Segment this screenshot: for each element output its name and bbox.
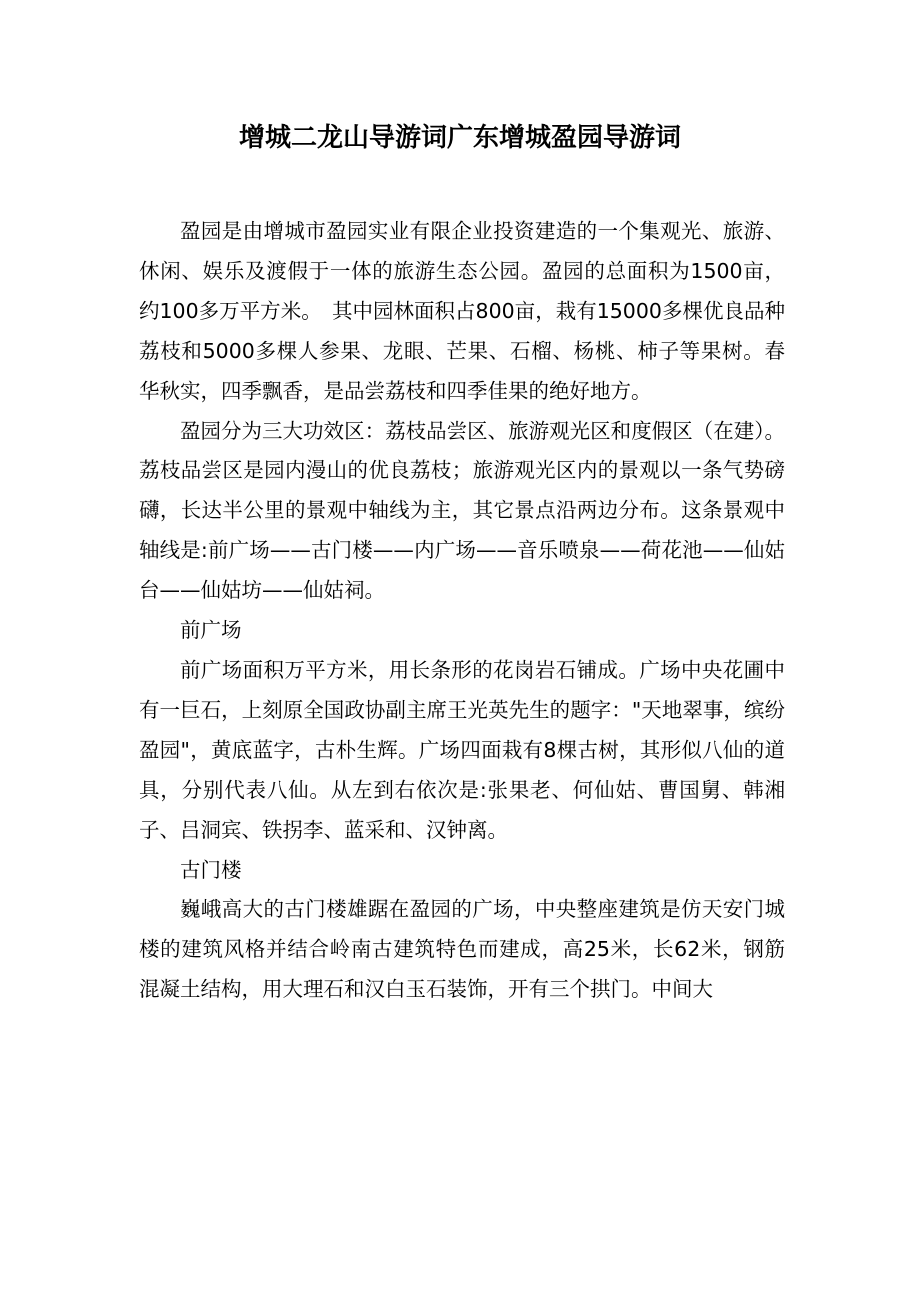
paragraph-intro: 盈园是由增城市盈园实业有限企业投资建造的一个集观光、旅游、休闲、娱乐及渡假于一体的旅游生态公园。盈园的总面积为1500亩，约100多万平方米。 其中园林面积占800亩，栽有15000多棵优良品种荔枝和5000多棵人参果、龙眼、芒果、石榴、杨桃、柿子等果树。春华秋实，四季飘香，是品尝荔枝和四季佳果的绝好地方。	[139, 219, 785, 403]
document-title: 增城二龙山导游词广东增城盈园导游词	[238, 123, 681, 153]
paragraph-zones: 盈园分为三大功效区：荔枝品尝区、旅游观光区和度假区（在建）。荔枝品尝区是园内漫山的优良荔枝；旅游观光区内的景观以一条气势磅礴，长达半公里的景观中轴线为主，其它景点沿两边分布。这条景观中轴线是:前广场——古门楼——内广场——音乐喷泉——荷花池——仙姑台——仙姑坊——仙姑祠。	[139, 418, 785, 603]
section-heading-old-gate-tower: 古门楼	[180, 857, 242, 882]
paragraph-front-square: 前广场面积万平方米，用长条形的花岗岩石铺成。广场中央花圃中有一巨石，上刻原全国政协副主席王光英先生的题字："天地翠事，缤纷盈园"，黄底蓝字，古朴生辉。广场四面栽有8棵古树，其形似八仙的道具，分别代表八仙。从左到右依次是:张果老、何仙姑、曹国舅、韩湘子、吕洞宾、铁拐李、蓝采和、汉钟离。	[139, 657, 785, 842]
paragraph-old-gate-tower: 巍峨高大的古门楼雄踞在盈园的广场，中央整座建筑是仿天安门城楼的建筑风格并结合岭南古建筑特色而建成，高25米，长62米，钢筋混凝土结构，用大理石和汉白玉石装饰，开有三个拱门。中间大	[139, 897, 785, 1002]
section-heading-front-square: 前广场	[180, 618, 242, 643]
document-body	[139, 212, 785, 1010]
